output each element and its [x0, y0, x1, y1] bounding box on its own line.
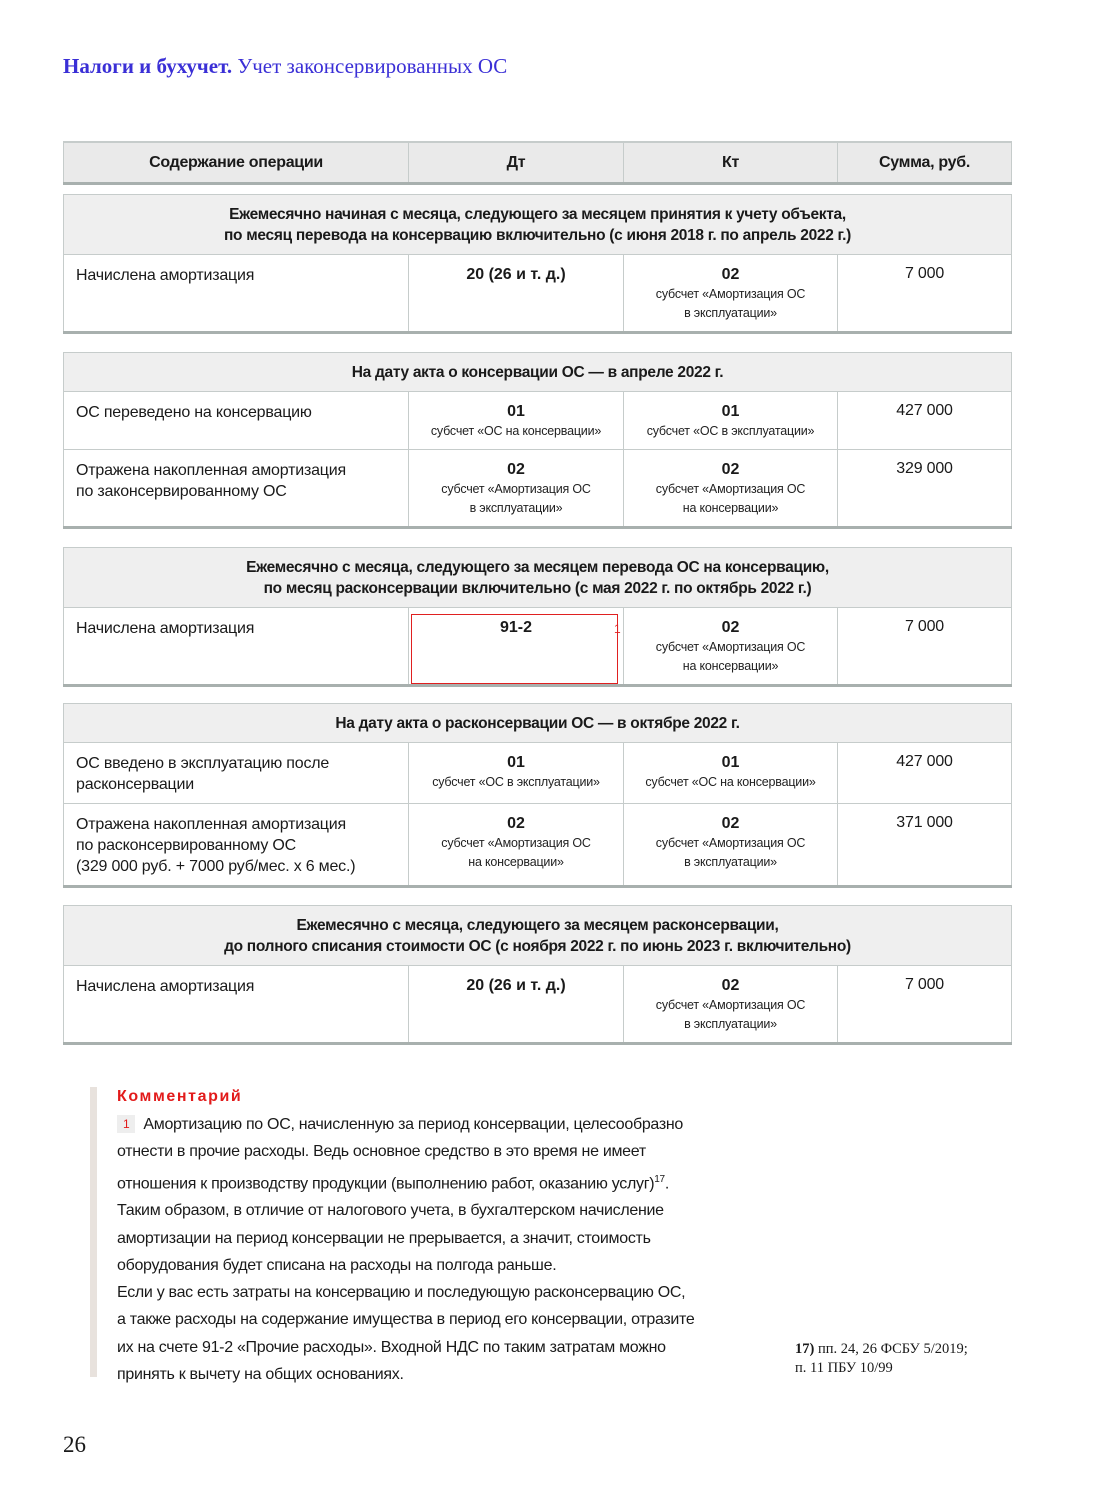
operation-block — [63, 905, 1012, 1045]
credit-account — [624, 255, 838, 333]
operation-description: Начислена амортизация — [64, 255, 409, 333]
operation-description: Начислена амортизация — [64, 608, 409, 686]
subaccount-label: субсчет «ОС в эксплуатации» — [646, 424, 815, 438]
column-header-sum: Сумма, руб. — [838, 142, 1012, 184]
table-row — [64, 804, 1012, 887]
operation-description: ОС введено в эксплуатацию после расконсервации — [64, 743, 409, 804]
operation-description: Отражена накопленная амортизация по расконсервированному ОС (329 000 руб. + 7000 руб/мес. х 6 мес.) — [64, 804, 409, 887]
subaccount-label: субсчет «Амортизация ОС — [655, 836, 806, 850]
operation-block — [63, 703, 1012, 888]
column-header-debit: Дт — [409, 142, 624, 184]
table-row — [64, 255, 1012, 333]
subaccount-label: субсчет «Амортизация ОС — [655, 482, 806, 496]
account-number: 02 — [721, 266, 740, 283]
account-number: 91-2 — [499, 619, 533, 636]
operation-block — [63, 352, 1012, 529]
column-header-operation: Содержание операции — [64, 142, 409, 184]
subaccount-label: субсчет «ОС на консервации» — [430, 424, 602, 438]
account-number: 02 — [507, 815, 525, 832]
operation-description: Начислена амортизация — [64, 966, 409, 1044]
footnote: 17) пп. 24, 26 ФСБУ 5/2019; п. 11 ПБУ 10/99 — [795, 1341, 968, 1376]
subaccount-label: в эксплуатации» — [684, 1017, 777, 1031]
subaccount-label: субсчет «ОС в эксплуатации» — [432, 775, 600, 789]
debit-account — [409, 450, 624, 528]
table-header — [63, 141, 1012, 185]
operation-description: ОС переведено на консервацию — [64, 392, 409, 450]
annotation-marker: 1 — [614, 622, 621, 636]
account-number: 20 (26 и т. д.) — [466, 977, 566, 994]
amount: 427 000 — [838, 743, 1012, 804]
debit-account — [409, 392, 624, 450]
subaccount-label: субсчет «Амортизация ОС — [655, 287, 806, 301]
subaccount-label: в эксплуатации» — [469, 501, 563, 515]
account-number: 02 — [721, 815, 740, 832]
debit-account — [409, 966, 624, 1044]
comment-body: 1 Амортизацию по ОС, начисленную за период консервации, целесообразно отнести в прочие расходы. Ведь основное средство в это время не имеет отношения к производству продукции (выполнению работ, оказанию услуг)$^{17}$. Таким образом, в отличие от налогового учета, в бухгалтерском начисление амортизации на период консервации не прерывается, а значит, стоимость оборудования будет списана на расходы на полгода раньше. Если у вас есть затраты на консервацию и последующую расконсервацию ОС, а также расходы на содержание имущества в период его консервации, отразите их на счете 91-2 «Прочие расходы». Входной НДС по таким затратам можно принять к вычету на общих основаниях. — [117, 1116, 695, 1383]
subaccount-label: субсчет «ОС на консервации» — [645, 775, 816, 789]
page-number: 26 — [63, 1432, 86, 1457]
footnote-reference[interactable]: 17 — [654, 1173, 665, 1185]
amount: 7 000 — [838, 966, 1012, 1044]
table-row — [64, 743, 1012, 804]
table-row — [64, 966, 1012, 1044]
subaccount-label: на консервации» — [468, 855, 564, 869]
debit-account — [409, 743, 624, 804]
block-heading: На дату акта о консервации ОС — в апреле 2022 г. — [64, 353, 1012, 392]
credit-account — [624, 966, 838, 1044]
account-number: 01 — [507, 754, 525, 771]
footnote-number: 17) — [795, 1341, 815, 1357]
amount: 329 000 — [838, 450, 1012, 528]
amount: 371 000 — [838, 804, 1012, 887]
column-header-credit: Кт — [624, 142, 838, 184]
comment-title: Комментарий — [117, 1088, 243, 1105]
account-number: 02 — [721, 461, 740, 478]
account-number: 02 — [721, 619, 740, 636]
subaccount-label: субсчет «Амортизация ОС — [655, 640, 806, 654]
amount: 7 000 — [838, 608, 1012, 686]
subaccount-label: в эксплуатации» — [684, 855, 777, 869]
section-title: Налоги и бухучет. — [63, 54, 233, 78]
table-row — [64, 450, 1012, 528]
debit-account — [409, 608, 624, 686]
amount: 7 000 — [838, 255, 1012, 333]
page-title: Учет законсервированных ОС — [237, 54, 508, 78]
block-heading: Ежемесячно начиная с месяца, следующего за месяцем принятия к учету объекта, по месяц перевода на консервацию включительно (с июня 2018 г. по апрель 2022 г.) — [64, 195, 1012, 255]
account-number: 20 (26 и т. д.) — [466, 266, 566, 283]
subaccount-label: субсчет «Амортизация ОС — [441, 836, 591, 850]
debit-account — [409, 804, 624, 887]
table-row — [64, 608, 1012, 686]
block-heading: На дату акта о расконсервации ОС — в октябре 2022 г. — [64, 704, 1012, 743]
credit-account — [624, 804, 838, 887]
running-head — [63, 54, 507, 79]
subaccount-label: в эксплуатации» — [684, 306, 777, 320]
comment-number-badge: 1 — [117, 1115, 135, 1133]
account-number: 02 — [721, 977, 740, 994]
subaccount-label: субсчет «Амортизация ОС — [441, 482, 591, 496]
subaccount-label: субсчет «Амортизация ОС — [655, 998, 806, 1012]
account-number: 02 — [507, 461, 525, 478]
subaccount-label: на консервации» — [682, 501, 779, 515]
credit-account — [624, 608, 838, 686]
subaccount-label: на консервации» — [682, 659, 779, 673]
table-row — [64, 392, 1012, 450]
amount: 427 000 — [838, 392, 1012, 450]
block-heading: Ежемесячно с месяца, следующего за месяцем расконсервации, до полного списания стоимости ОС (с ноября 2022 г. по июнь 2023 г. включительно) — [64, 906, 1012, 966]
account-number: 01 — [721, 754, 740, 771]
block-heading: Ежемесячно с месяца, следующего за месяцем перевода ОС на консервацию, по месяц расконсервации включительно (с мая 2022 г. по октябрь 2022 г.) — [64, 548, 1012, 608]
credit-account — [624, 392, 838, 450]
operation-block — [63, 194, 1012, 334]
operation-block — [63, 547, 1012, 687]
credit-account — [624, 450, 838, 528]
comment-box — [90, 1087, 767, 1388]
account-number: 01 — [507, 403, 525, 420]
account-number: 01 — [721, 403, 740, 420]
credit-account — [624, 743, 838, 804]
debit-account — [409, 255, 624, 333]
operation-description: Отражена накопленная амортизация по законсервированному ОС — [64, 450, 409, 528]
